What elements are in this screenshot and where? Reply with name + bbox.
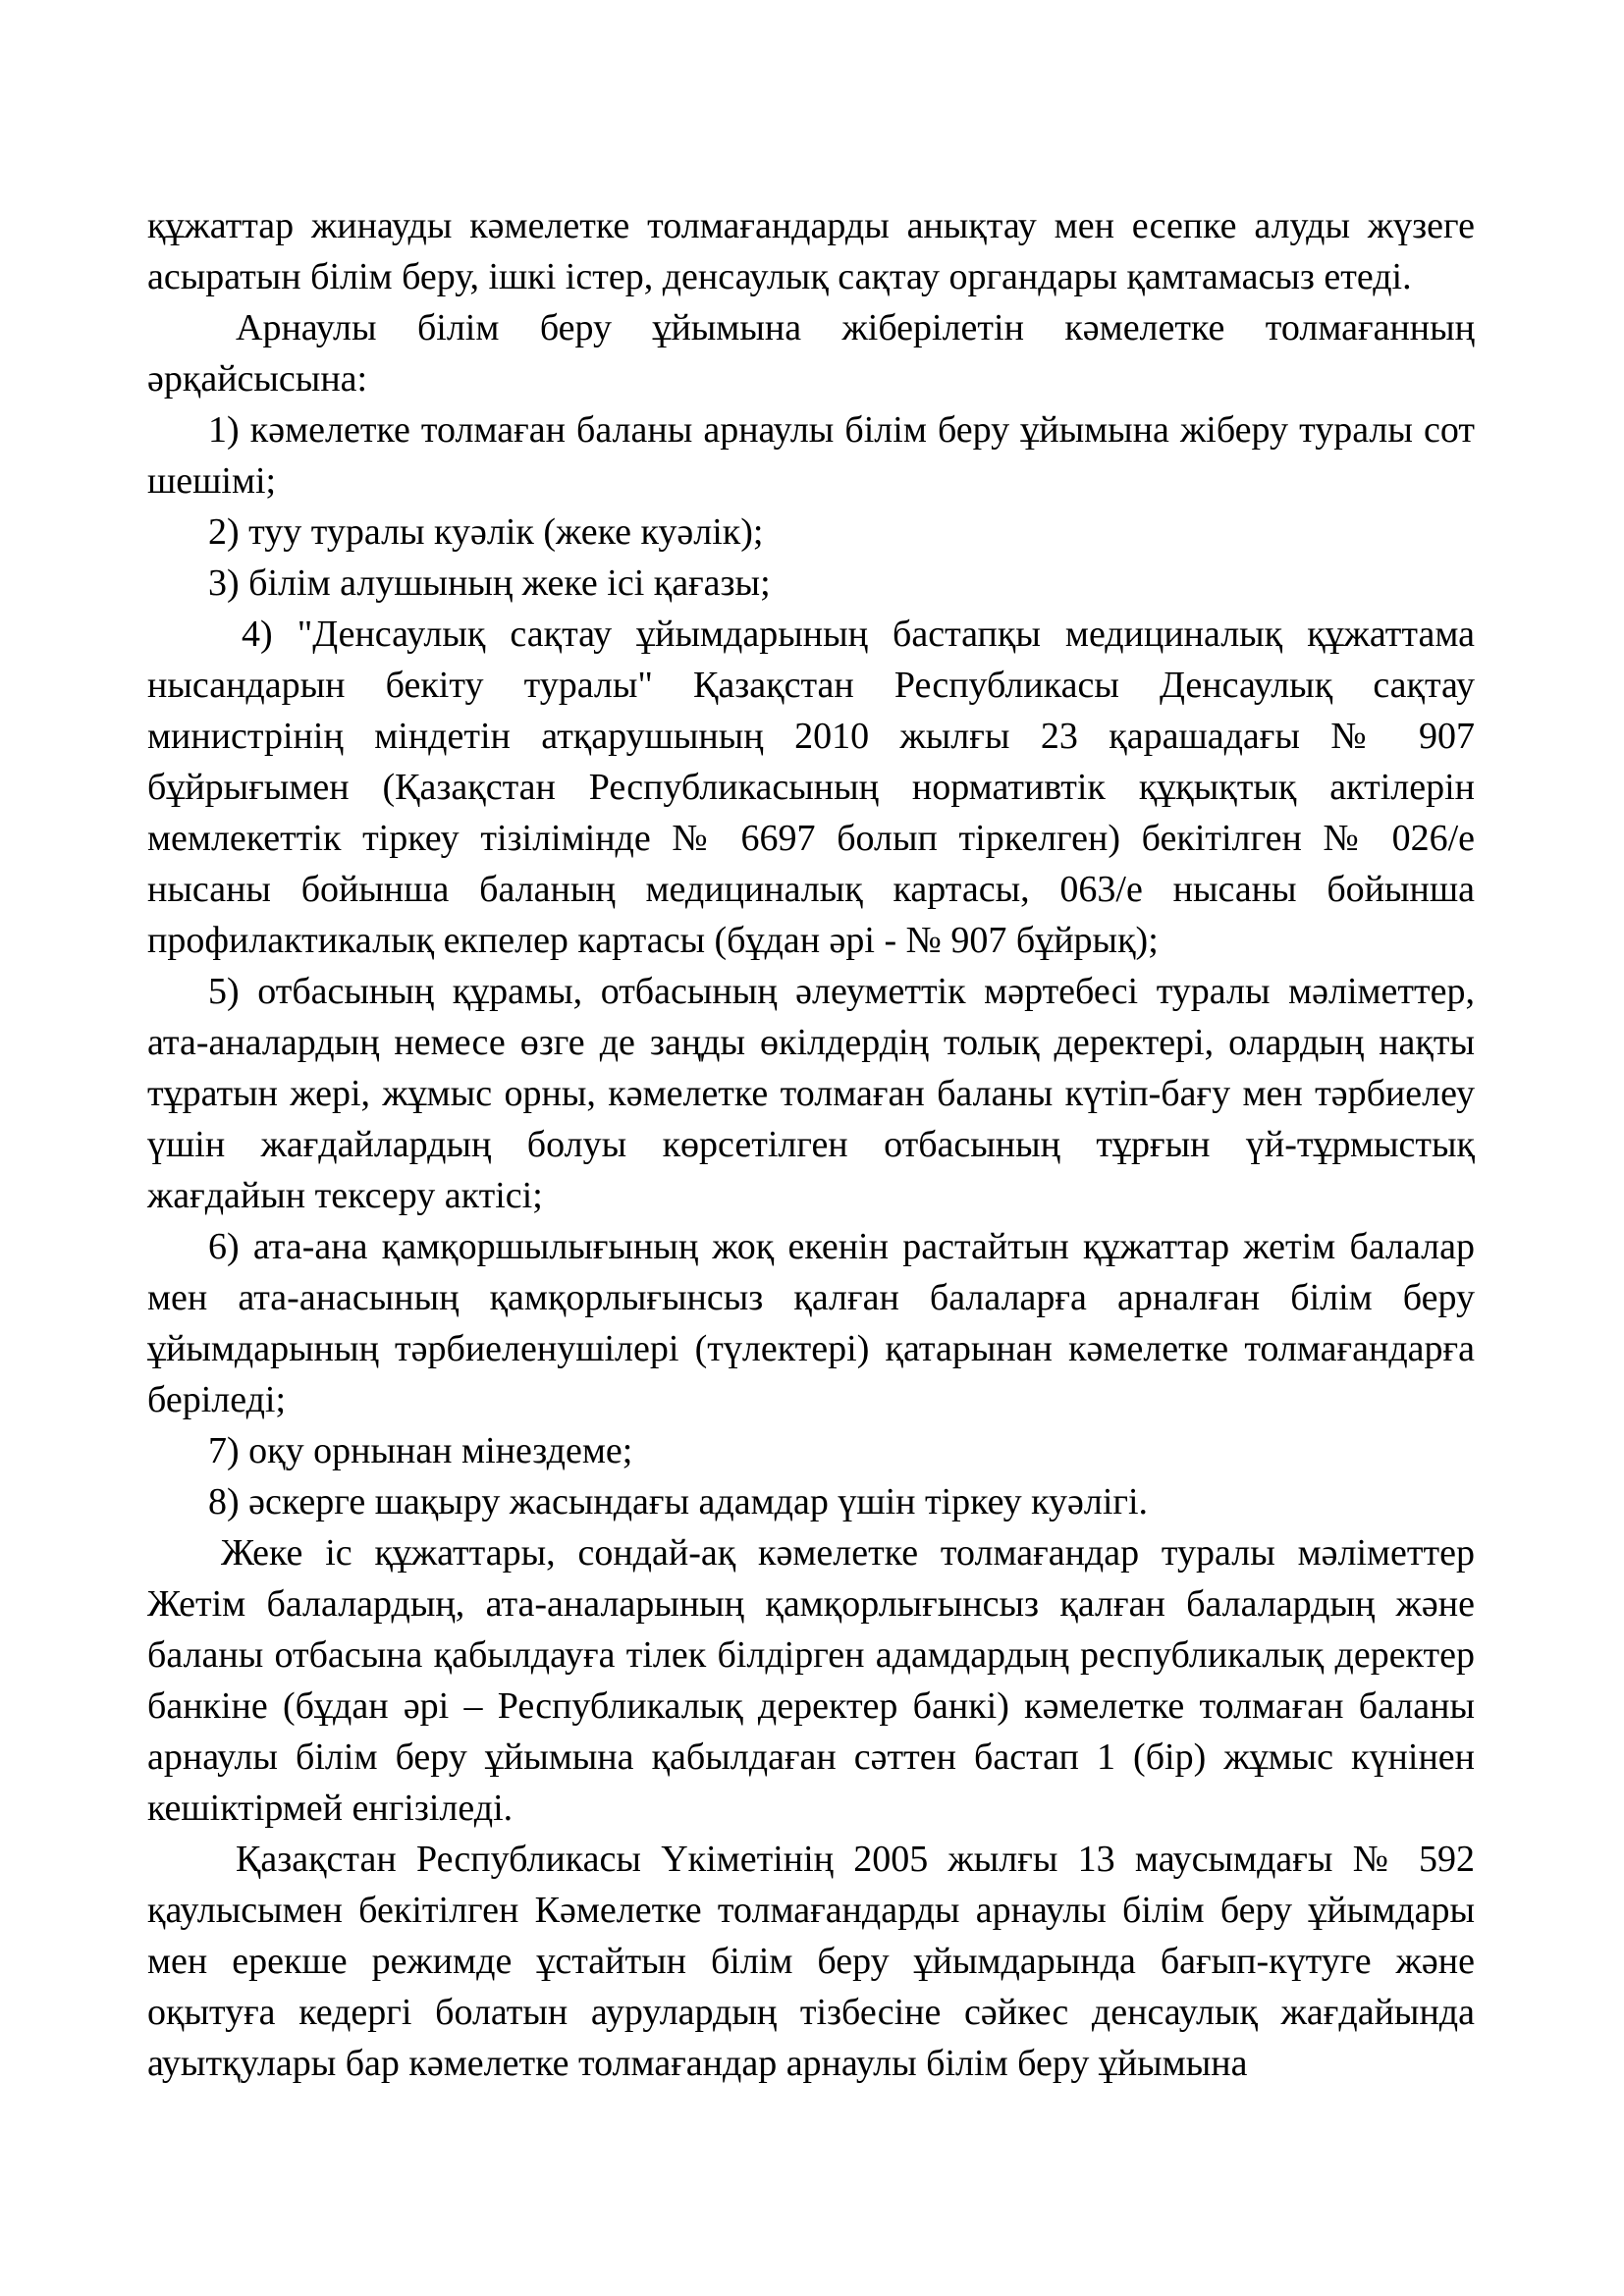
list-item-6: 6) ата-ана қамқоршылығының жоқ екенін растайтын құжаттар жетім балалар мен ата-анасының қамқорлығынсыз қалған балаларға арналған білім беру ұйымдарының тәрбиеленушілері (түлектері) қатарынан кәмелетке толмағандарға беріледі; [147, 1226, 1475, 1420]
paragraph-government-decree: Қазақстан Республикасы Үкіметінің 2005 жылғы 13 маусымдағы № 592 қаулысымен бекітілген Кәмелетке толмағандарды арнаулы білім беру ұйымдары мен ерекше режимде ұстайтын білім беру ұйымдарында бағып-күтуге және оқытуға кедергі болатын аурулардың тізбесіне сәйкес денсаулық жағдайында ауытқулары бар кәмелетке толмағандар арнаулы білім беру ұйымына [147, 1839, 1475, 2084]
list-item-2: 2) туу туралы куәлік (жеке куәлік); [208, 511, 764, 553]
list-item-3: 3) білім алушының жеке ісі қағазы; [208, 562, 771, 604]
paragraph-personal-file: Жеке іс құжаттары, сондай-ақ кәмелетке толмағандар туралы мәліметтер Жетім балалардың, ата-аналарының қамқорлығынсыз қалған балалардың және баланы отбасына қабылдауға тілек білдірген адамдардың республикалық деректер банкіне (бұдан әрі – Республикалық деректер банкі) кәмелетке толмаған баланы арнаулы білім беру ұйымына қабылдаған сәттен бастап 1 (бір) жұмыс күнінен кешіктірмей енгізіледі. [147, 1532, 1475, 1829]
list-item-5: 5) отбасының құрамы, отбасының әлеуметтік мәртебесі туралы мәліметтер, ата-аналардың немесе өзге де заңды өкілдердің толық деректері, олардың нақты тұратын жері, жұмыс орны, кәмелетке толмаған баланы күтіп-бағу мен тәрбиелеу үшін жағдайлардың болуы көрсетілген отбасының тұрғын үй-тұрмыстық жағдайын тексеру актісі; [147, 971, 1475, 1216]
paragraph-intro: Арнаулы білім беру ұйымына жіберілетін кәмелетке толмағанның әрқайсысына: [147, 307, 1475, 400]
list-item-4: 4) "Денсаулық сақтау ұйымдарының бастапқы медициналық құжаттама нысандарын бекіту туралы" Қазақстан Республикасы Денсаулық сақтау министрінің міндетін атқарушының 2010 жылғы 23 қарашадағы № 907 бұйрығымен (Қазақстан Республикасының нормативтік құқықтық актілерін мемлекеттік тіркеу тізілімінде № 6697 болып тіркелген) бекітілген № 026/е нысаны бойынша баланың медициналық картасы, 063/е нысаны бойынша профилактикалық екпелер картасы (бұдан әрі - № 907 бұйрық); [147, 614, 1475, 961]
list-item-8: 8) әскерге шақыру жасындағы адамдар үшін тіркеу куәлігі. [208, 1481, 1149, 1522]
paragraph-continuation: құжаттар жинауды кәмелетке толмағандарды анықтау мен есепке алуды жүзеге асыратын білім беру, ішкі істер, денсаулық сақтау органдары қамтамасыз етеді. [147, 205, 1475, 297]
page-text-block [147, 200, 1475, 2089]
list-item-1: 1) кәмелетке толмаған баланы арнаулы білім беру ұйымына жіберу туралы сот шешімі; [147, 409, 1475, 502]
list-item-7: 7) оқу орнынан мінездеме; [208, 1430, 633, 1471]
